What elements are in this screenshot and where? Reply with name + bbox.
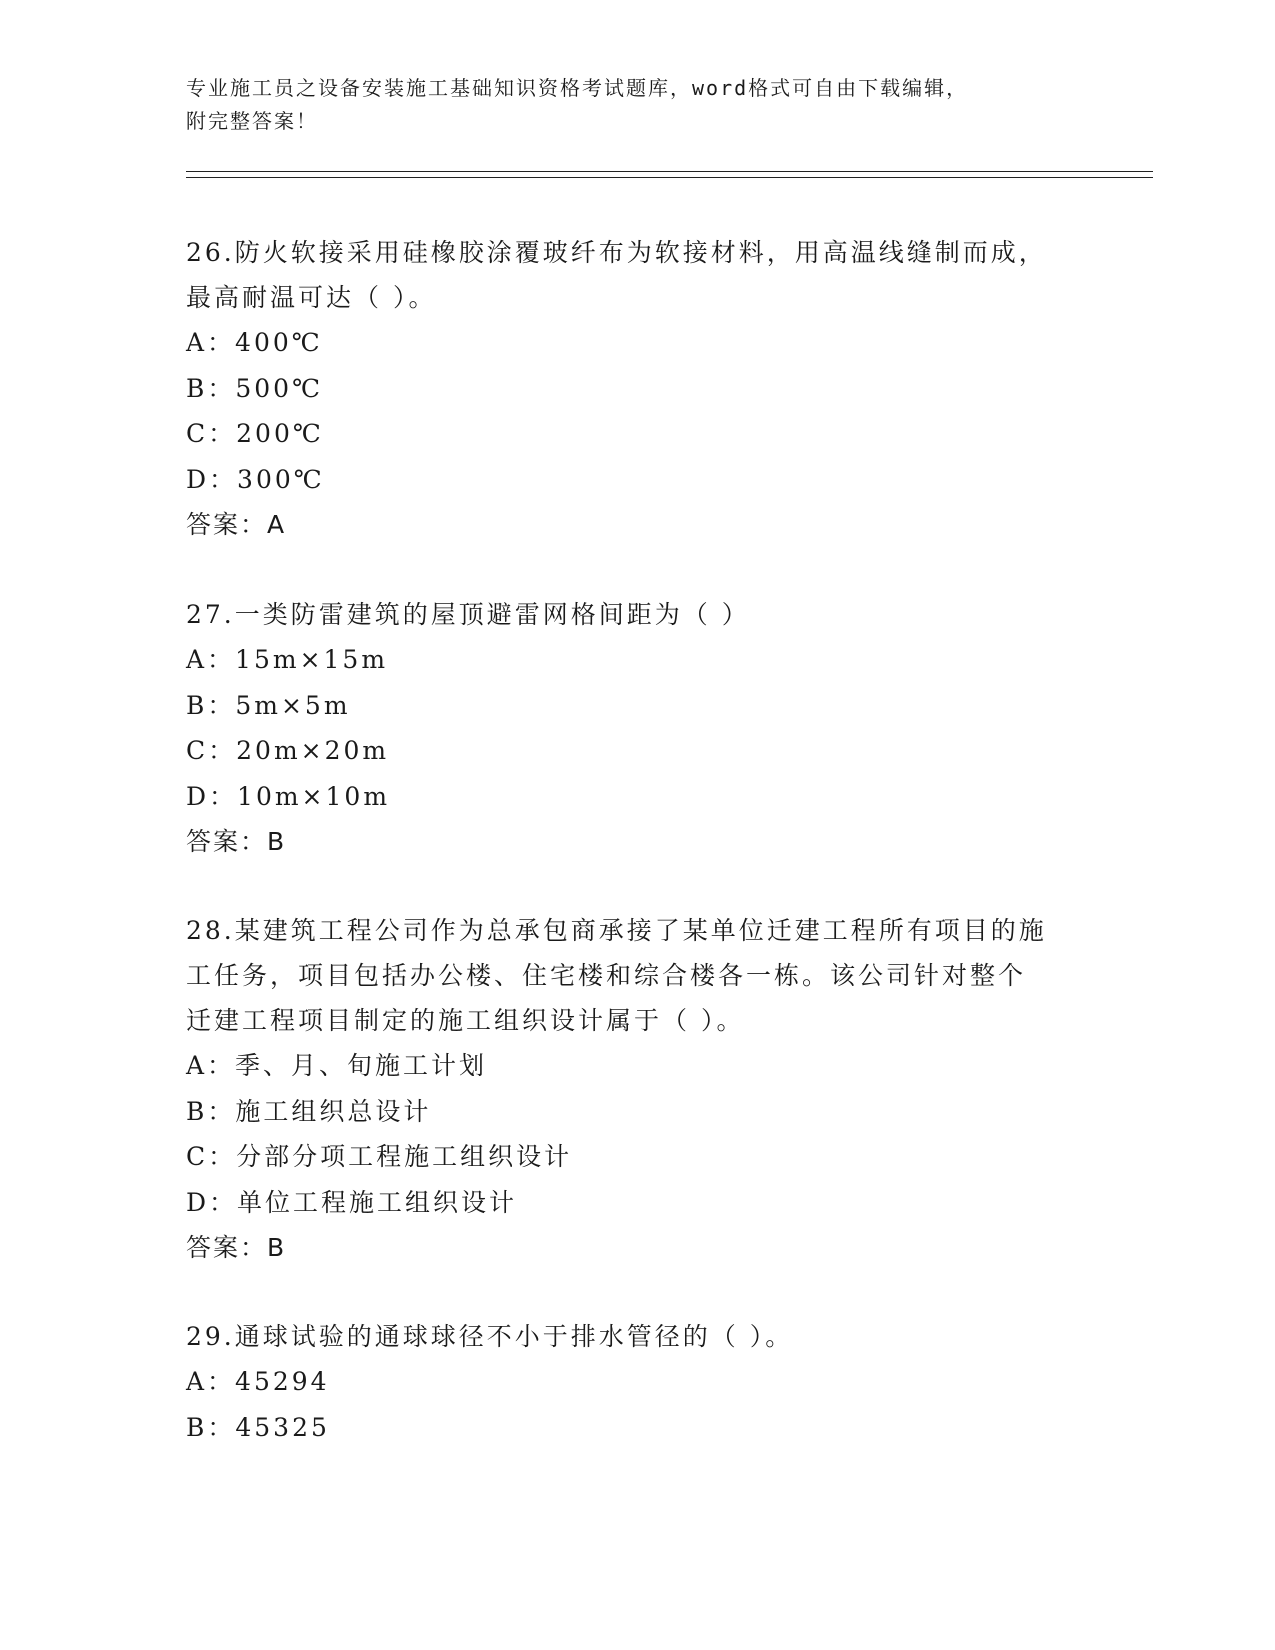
- option-a: A：45294: [186, 1367, 330, 1396]
- question-stem-line: 工任务，项目包括办公楼、住宅楼和综合楼各一栋。该公司针对整个: [186, 961, 1027, 990]
- question-stem-line: 27.一类防雷建筑的屋顶避雷网格间距为（ ）: [186, 600, 750, 629]
- document-header: [186, 72, 1066, 138]
- answer: 答案：B: [186, 1233, 287, 1262]
- header-rule-top: [186, 171, 1153, 172]
- answer: 答案：A: [186, 510, 287, 539]
- question-stem-line: 29.通球试验的通球球径不小于排水管径的（ ）。: [186, 1322, 794, 1351]
- question-stem-line: 最高耐温可达（ ）。: [186, 283, 437, 312]
- option-b: B：施工组织总设计: [186, 1096, 432, 1126]
- question-stem-line: 26.防火软接采用硅橡胶涂覆玻纤布为软接材料，用高温线缝制而成，: [186, 238, 1047, 267]
- option-b: B：500℃: [186, 373, 324, 403]
- option-a: A：季、月、旬施工计划: [186, 1051, 488, 1080]
- option-c: C：分部分项工程施工组织设计: [186, 1142, 573, 1171]
- question-26: [186, 230, 1086, 548]
- option-b: B：45325: [186, 1412, 330, 1442]
- option-d: D：10m×10m: [186, 781, 391, 811]
- option-c: C：200℃: [186, 419, 324, 448]
- question-29: [186, 1314, 1086, 1450]
- option-a: A：400℃: [186, 328, 323, 357]
- question-stem-line: 迁建工程项目制定的施工组织设计属于（ ）。: [186, 1006, 745, 1035]
- header-line-2: 附完整答案！: [186, 109, 318, 133]
- header-line-1: 专业施工员之设备安装施工基础知识资格考试题库，word格式可自由下载编辑，: [186, 76, 969, 100]
- option-b: B：5m×5m: [186, 690, 351, 720]
- question-27: [186, 592, 1086, 865]
- option-d: D：300℃: [186, 464, 325, 494]
- option-c: C：20m×20m: [186, 736, 390, 765]
- header-rule-bottom: [186, 177, 1153, 178]
- option-a: A：15m×15m: [186, 645, 389, 674]
- question-stem-line: 28.某建筑工程公司作为总承包商承接了某单位迁建工程所有项目的施: [186, 916, 1047, 945]
- option-d: D：单位工程施工组织设计: [186, 1187, 518, 1217]
- question-28: [186, 908, 1086, 1271]
- answer: 答案：B: [186, 827, 287, 856]
